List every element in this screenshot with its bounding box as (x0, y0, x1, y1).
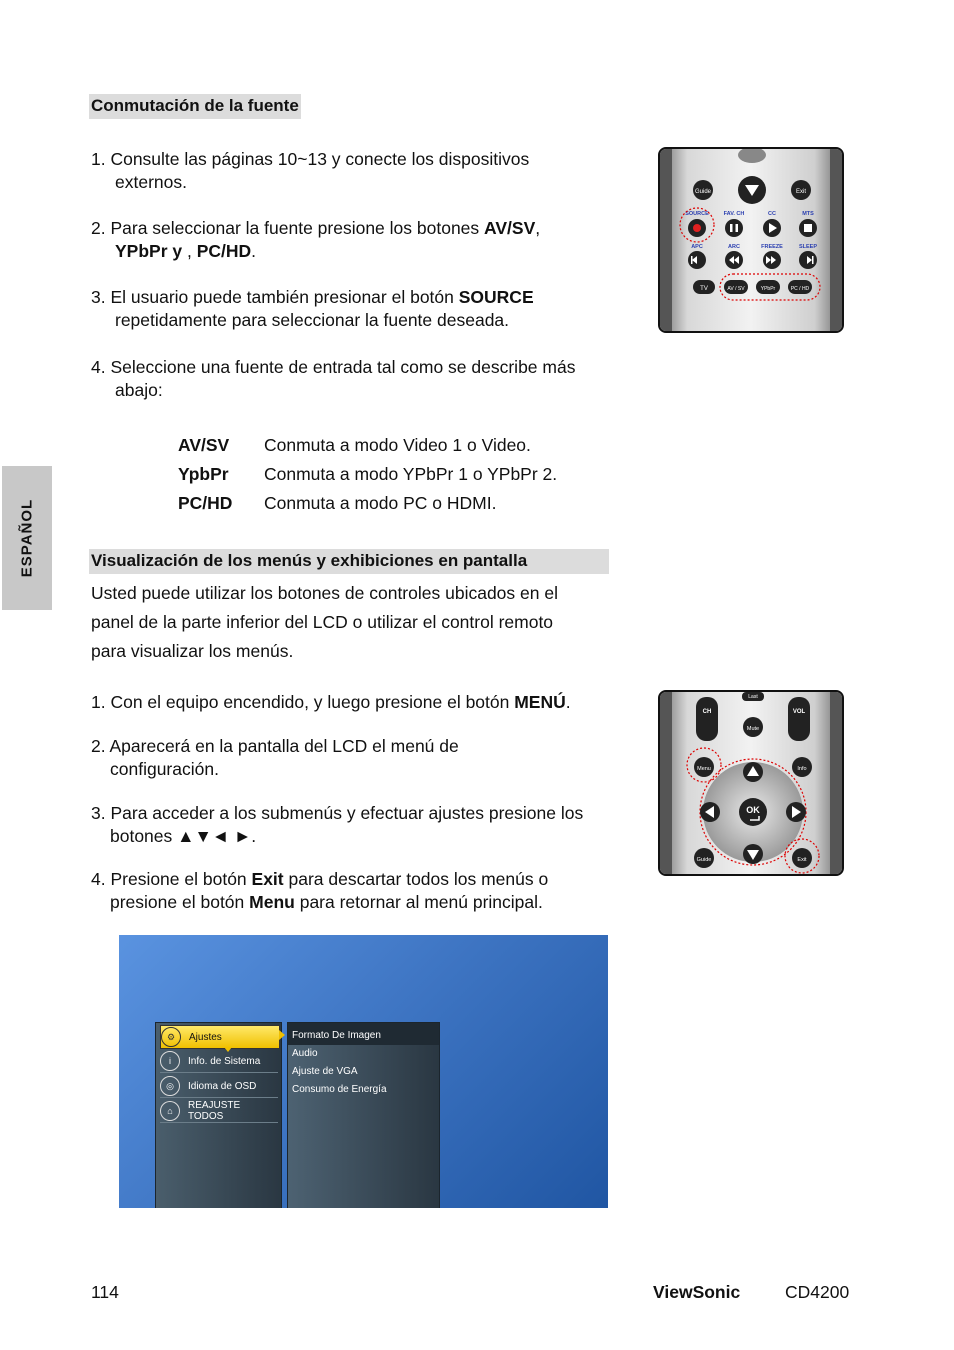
reset-icon: ⌂ (160, 1101, 180, 1121)
settings-icon: ⚙ (161, 1027, 181, 1047)
osd-step-1: 1. Con el equipo encendido, y luego presione el botón MENÚ. (91, 692, 571, 712)
remote-menu-drawing (660, 692, 842, 874)
apc-label: APC (691, 244, 703, 250)
osd-intro-line-2: panel de la parte inferior del LCD o utilizar el control remoto (91, 612, 554, 632)
mute-button-label: Mute (746, 726, 760, 732)
pchd-button-label: PC / HD (790, 286, 810, 292)
step-1-line-b: externos. (115, 172, 187, 192)
source-desc: Conmuta a modo PC o HDMI. (264, 493, 497, 513)
osd-sub-item-vga[interactable]: Ajuste de VGA (292, 1066, 358, 1077)
osd-sub-item-formato[interactable]: Formato De Imagen (292, 1030, 381, 1041)
osd-step-4 (91, 868, 636, 914)
exit-button-label-2: Exit (797, 857, 807, 863)
osd-intro-line-1: Usted puede utilizar los botones de controles ubicados en el (91, 583, 558, 603)
ok-button-label: OK (746, 805, 760, 815)
freeze-label: FREEZE (761, 244, 783, 250)
osd-sub-menu (287, 1022, 440, 1208)
osd-step-3 (91, 802, 639, 848)
language-side-tab-label: ESPAÑOL (18, 498, 36, 578)
guide-button-label: Guide (694, 189, 712, 195)
source-row-avsv (178, 435, 618, 464)
last-button-label: Last (748, 694, 758, 700)
step-1-line-a: 1. Consulte las páginas 10~13 y conecte los dispositivos (91, 149, 530, 169)
footer-brand: ViewSonic (653, 1282, 741, 1302)
osd-item-ajustes[interactable] (160, 1025, 280, 1049)
osd-step-2 (91, 735, 636, 781)
favch-label: FAV. CH (723, 211, 745, 217)
language-icon: ◎ (160, 1076, 180, 1096)
ch-button-label: CH (702, 709, 712, 715)
osd-item-idioma[interactable] (160, 1075, 278, 1098)
source-desc: Conmuta a modo Video 1 o Video. (264, 435, 531, 455)
osd-sub-item-audio[interactable]: Audio (292, 1048, 318, 1059)
osd-item-label: Info. de Sistema (188, 1055, 261, 1067)
source-label: SOURCE (685, 211, 709, 217)
osd-step-2-line-a: 2. Aparecerá en la pantalla del LCD el menú de (91, 736, 459, 756)
osd-item-label: Ajustes (189, 1031, 222, 1043)
step-4 (91, 356, 636, 402)
vol-button-label: VOL (792, 709, 806, 715)
step-3-line-b: repetidamente para seleccionar la fuente deseada. (115, 310, 510, 330)
osd-item-info[interactable] (160, 1050, 278, 1073)
exit-button-label: Exit (795, 189, 807, 195)
osd-main-menu (155, 1022, 282, 1208)
source-row-pchd (178, 493, 618, 522)
chevron-right-icon (279, 1030, 285, 1040)
page-number: 114 (91, 1282, 119, 1302)
avsv-button-label: AV / SV (727, 286, 745, 292)
osd-step-4-line-b: presione el botón Menu para retornar al menú principal. (110, 892, 543, 912)
osd-intro-line-3: para visualizar los menús. (91, 641, 294, 661)
remote-source-drawing (660, 149, 842, 331)
osd-intro (91, 579, 631, 666)
source-key: AV/SV (178, 435, 230, 455)
step-1 (91, 148, 631, 194)
step-3-line-a: 3. El usuario puede también presionar el botón SOURCE (91, 287, 534, 307)
osd-step-2-line-b: configuración. (110, 759, 219, 779)
source-key: YpbPr (178, 464, 229, 484)
mts-label: MTS (802, 211, 814, 217)
step-3 (91, 286, 631, 332)
footer-model: CD4200 (785, 1282, 850, 1302)
osd-step-3-line-a: 3. Para acceder a los submenús y efectuar ajustes presione los (91, 803, 584, 823)
cc-label: CC (768, 211, 776, 217)
tv-button-label: TV (700, 286, 708, 292)
ypbpr-button-label: YPbPr (760, 286, 776, 292)
info-icon: i (160, 1051, 180, 1071)
source-key: PC/HD (178, 493, 233, 513)
step-4-line-b: abajo: (115, 380, 163, 400)
menu-button-label: Menu (697, 766, 711, 772)
osd-item-label: REAJUSTE TODOS (187, 1100, 241, 1122)
osd-item-reajuste[interactable] (160, 1100, 278, 1123)
arc-label: ARC (728, 244, 740, 250)
osd-step-3-line-b: botones ▲▼◄ ►. (110, 826, 257, 846)
osd-step-4-line-a: 4. Presione el botón Exit para descartar todos los menús o (91, 869, 549, 889)
source-list (178, 435, 618, 525)
step-2-line-b: YPbPr y , PC/HD. (115, 241, 257, 261)
osd-item-label: Idioma de OSD (188, 1080, 257, 1092)
source-row-ypbpr (178, 464, 618, 493)
step-2 (91, 217, 631, 263)
remote-menu-image (658, 690, 844, 876)
osd-menu-screenshot (119, 935, 608, 1208)
language-side-tab (2, 466, 52, 610)
guide-button-label-2: Guide (696, 857, 712, 863)
section-heading-source: Conmutación de la fuente (89, 94, 301, 119)
source-desc: Conmuta a modo YPbPr 1 o YPbPr 2. (264, 464, 558, 484)
info-button-label: Info (797, 766, 807, 772)
osd-sub-item-energia[interactable]: Consumo de Energía (292, 1084, 387, 1095)
step-2-line-a: 2. Para seleccionar la fuente presione los botones AV/SV, (91, 218, 541, 238)
remote-source-image (658, 147, 844, 333)
step-4-line-a: 4. Seleccione una fuente de entrada tal como se describe más (91, 357, 576, 377)
section-heading-osd: Visualización de los menús y exhibiciones en pantalla (89, 549, 609, 574)
sleep-label: SLEEP (798, 244, 818, 250)
